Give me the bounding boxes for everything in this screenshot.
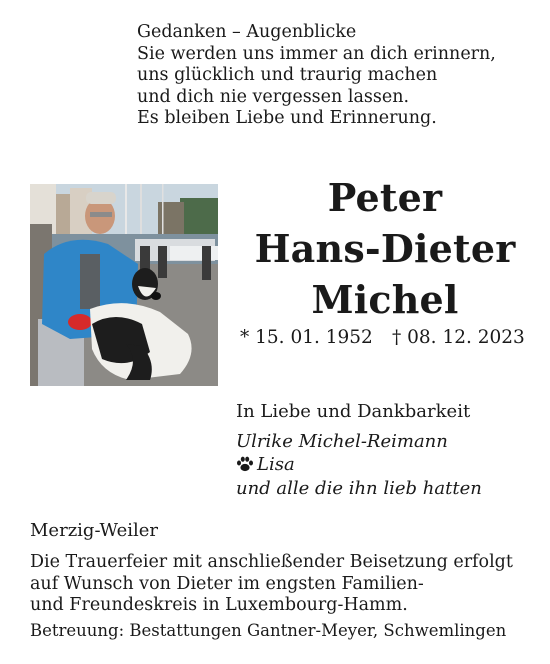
mourners-heading: In Liebe und Dankbarkeit (236, 401, 471, 422)
poem (137, 22, 537, 130)
place-name: Merzig-Weiler (30, 520, 159, 541)
name-line: Michel (311, 277, 459, 322)
ceremony-line: und Freundeskreis in Luxembourg-Hamm. (30, 595, 408, 615)
pet-name: Lisa (257, 454, 295, 475)
poem-line: und dich nie vergessen lassen. (137, 86, 410, 107)
died-symbol: † (392, 327, 402, 348)
name-line: Hans-Dieter (254, 226, 516, 271)
born-symbol: * (240, 327, 250, 348)
born-value: 15. 01. 1952 (255, 327, 373, 348)
funeral-home-note: Betreuung: Bestattungen Gantner-Meyer, Schwemlingen (30, 621, 507, 640)
life-dates (240, 327, 530, 353)
poem-line: Sie werden uns immer an dich erinnern, (137, 43, 496, 64)
ceremony-info (30, 552, 530, 617)
ceremony-line: auf Wunsch von Dieter im engsten Familien- (30, 573, 424, 594)
mourner-pet (236, 453, 536, 477)
deceased-name (228, 172, 542, 325)
died-value: 08. 12. 2023 (407, 327, 525, 348)
ceremony-line: Die Trauerfeier mit anschließender Beisetzung erfolgt (30, 552, 513, 572)
portrait-photo (30, 184, 218, 386)
mourner-name: Ulrike Michel-Reimann (236, 430, 448, 452)
mourners-block (236, 400, 536, 500)
name-line: Peter (327, 175, 443, 220)
poem-line: Gedanken – Augenblicke (137, 22, 357, 42)
mourner-others: und alle die ihn lieb hatten (236, 477, 482, 499)
death-date (392, 327, 525, 348)
poem-line: Es bleiben Liebe und Erinnerung. (137, 108, 437, 128)
paw-icon (236, 456, 254, 472)
birth-date (240, 327, 373, 348)
poem-line: uns glücklich und traurig machen (137, 65, 438, 85)
